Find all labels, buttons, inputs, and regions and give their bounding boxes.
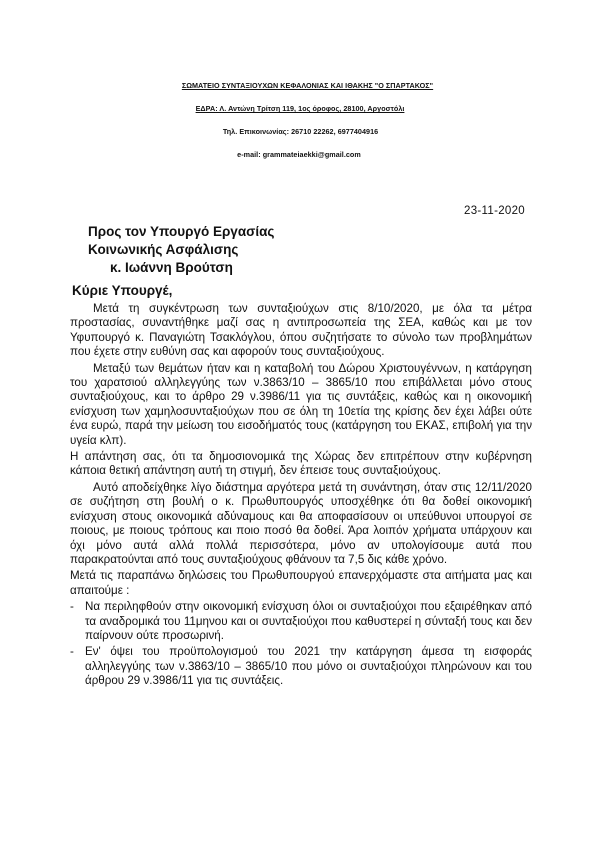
demand-text: Να περιληφθούν στην οικονομική ενίσχυση όλοι οι συνταξιούχοι που εξαιρέθηκαν από τα αναδρομικά του 11μηνου και οι συνταξιούχοι που καθυστερεί η σύνταξή τους και δεν παίρνουν ούτε προσωρινή. bbox=[85, 600, 532, 642]
list-item bbox=[70, 645, 532, 688]
recipient-line-1: Προς τον Υπουργό Εργασίας bbox=[88, 224, 275, 239]
bullet-dash: - bbox=[70, 645, 74, 659]
union-address: ΕΔΡΑ: Λ. Αντώνη Τρίτση 119, 1ος όροφος, 28100, Αργοστόλι bbox=[195, 104, 405, 113]
body-paragraph-2: Μεταξύ των θεμάτων ήταν και η καταβολή του Δώρου Χριστουγέννων, η κατάργηση του χαρατσιού αλληλεγγύης των ν.3863/10 – 3865/10 που επιβάλλεται μόνο στους συνταξιούχους, και το άρθρο 29 ν.3986/11 για τις συντάξεις, καθώς και η οικονομική ενίσχυση των χαμηλοσυνταξιούχων που σε όλη τη 10ετία της κρίσης δεν έχει λάβει ούτε ένα ευρώ, παρά την μείωση του εισοδήματός τους (κατάργηση του ΕΚΑΣ, επιβολή για την υγεία κλπ). bbox=[70, 361, 532, 447]
letter-body bbox=[70, 302, 532, 691]
body-paragraph-1: Μετά τη συγκέντρωση των συνταξιούχων στις 8/10/2020, με όλα τα μέτρα προστασίας, συναντήθηκε μαζί σας η αντιπροσωπεία της ΣΕΑ, καθώς και με τον Υφυπουργό κ. Παναγιώτη Τσακλόγλου, όπου συζητήσατε το σύνολο των προβλημάτων που έχετε στην ευθύνη σας και αφορούν τους συνταξιούχους. bbox=[70, 302, 532, 359]
body-paragraph-3: Η απάντηση σας, ότι τα δημοσιονομικά της Χώρας δεν επιτρέπουν στην κυβέρνηση κάποια θετική απάντηση αυτή τη στιγμή, δεν έπεισε τους συνταξιούχους. bbox=[70, 450, 532, 478]
recipient-line-2: Κοινωνικής Ασφάλισης bbox=[88, 242, 239, 257]
demands-list bbox=[70, 600, 532, 688]
bullet-dash: - bbox=[70, 600, 74, 614]
salutation: Κύριε Υπουργέ, bbox=[72, 283, 173, 298]
body-paragraph-4: Αυτό αποδείχθηκε λίγο διάστημα αργότερα μετά τη συνάντηση, όταν στις 12/11/2020 σε συζήτηση στη βουλή ο κ. Πρωθυπουργός υποσχέθηκε ότι θα δοθεί οικονομική ενίσχυση στους οικονομικά αδύναμους και θα αποφασίσουν οι υπεύθυνοι υπουργοί σε ποιους, με ποιους τρόπους και ποιο ποσό θα δοθεί. Άρα λοιπόν χρήματα υπάρχουν και όχι μόνο αυτά αλλά πολλά περισσότερα, μόνο αν υπολογίσουμε αυτά που παρακρατούνται από τους συνταξιούχους φθάνουν τα 7,5 δις κάθε χρόνο. bbox=[70, 480, 532, 566]
union-phones: Τηλ. Επικοινωνίας: 26710 22262, 6977404916 bbox=[222, 127, 379, 136]
list-item bbox=[70, 600, 532, 643]
letter-date: 23-11-2020 bbox=[464, 205, 525, 217]
recipient-line-3: κ. Ιωάννη Βρούτση bbox=[110, 260, 233, 275]
letterhead bbox=[0, 82, 595, 174]
union-name: ΣΩΜΑΤΕΙΟ ΣΥΝΤΑΞΙΟΥΧΩΝ ΚΕΦΑΛΟΝΙΑΣ ΚΑΙ ΙΘΑΚΗΣ "Ο ΣΠΑΡΤΑΚΟΣ" bbox=[181, 81, 434, 90]
body-paragraph-5: Μετά τις παραπάνω δηλώσεις του Πρωθυπουργού επανερχόμαστε στα αιτήματα μας και απαιτούμε : bbox=[70, 569, 532, 597]
demand-text: Εν' όψει του προϋπολογισμού του 2021 την κατάργηση άμεσα τη εισφοράς αλληλεγγύης των ν.3863/10 – 3865/10 που μόνο οι συνταξιούχοι πληρώνουν και του άρθρου 29 ν.3986/11 για τις συντάξεις. bbox=[85, 645, 532, 688]
recipient-block bbox=[88, 223, 274, 277]
union-email: e-mail: grammateiaekki@gmail.com bbox=[237, 150, 361, 159]
